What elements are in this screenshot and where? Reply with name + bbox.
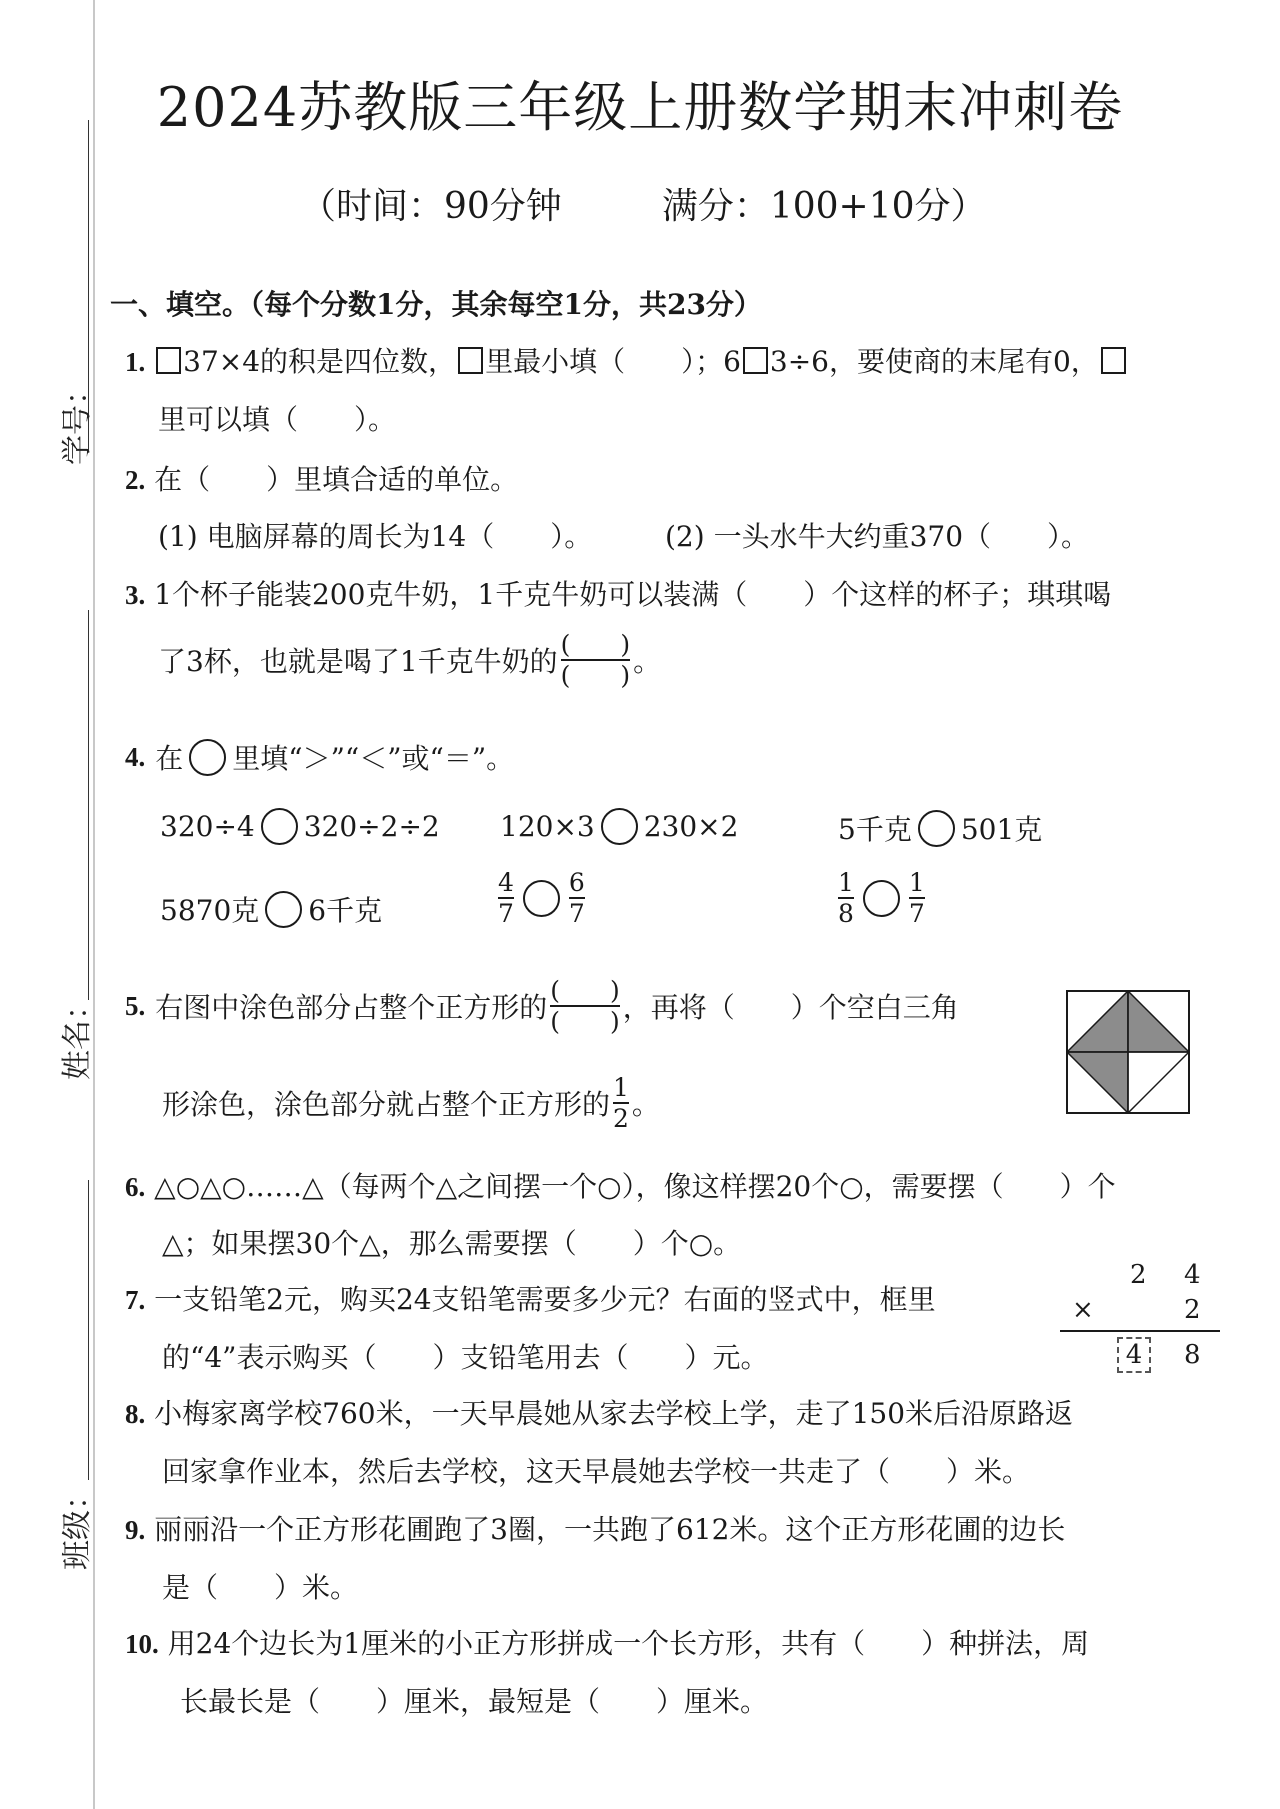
question-7 xyxy=(125,1278,936,1318)
q1-text-b: 里最小填（ ）；6 xyxy=(485,345,741,378)
fraction-denominator: ( ) xyxy=(560,661,631,690)
question-number: 1. xyxy=(125,347,146,377)
question-6 xyxy=(125,1165,1116,1205)
q3-fraction xyxy=(561,632,631,688)
blank-box xyxy=(458,347,483,374)
blank-box xyxy=(743,347,768,374)
q4-text: 在 xyxy=(155,742,184,775)
q2-part2: (2) 一头水牛大约重370（ ）。 xyxy=(665,520,1090,553)
question-1-line2: 里可以填（ ）。 xyxy=(158,403,397,436)
question-number: 10. xyxy=(125,1629,159,1659)
compare-right: 320÷2÷2 xyxy=(303,810,440,843)
vertical-multiplication xyxy=(1060,1260,1220,1370)
fraction-denominator: 8 xyxy=(838,899,854,928)
question-number: 5. xyxy=(125,990,146,1021)
section-heading-fill-blank: 一、填空。（每个分数1分，其余每空1分，共23分） xyxy=(110,288,762,321)
question-8 xyxy=(125,1392,1073,1432)
question-2 xyxy=(125,458,518,498)
question-number: 9. xyxy=(125,1515,146,1545)
q5-line2-text: 形涂色，涂色部分就占整个正方形的 xyxy=(162,1088,611,1121)
q7-line2: 的“4”表示购买（ ）支铅笔用去（ ）元。 xyxy=(162,1341,769,1374)
binding-label-xuehao: 学号： xyxy=(60,375,95,465)
fraction-numerator: ( ) xyxy=(560,630,631,659)
compare-circle xyxy=(265,891,302,928)
q4-compare-4 xyxy=(160,889,382,929)
q4-compare-2 xyxy=(500,808,738,845)
question-number: 3. xyxy=(125,580,146,610)
question-number: 6. xyxy=(125,1172,146,1202)
q9-line2: 是（ ）米。 xyxy=(162,1571,359,1604)
q3-line2 xyxy=(158,632,661,688)
question-number: 8. xyxy=(125,1399,146,1429)
compare-right: 6千克 xyxy=(308,894,383,927)
boxed-digit: 4 xyxy=(1117,1337,1151,1373)
compare-left: 320÷4 xyxy=(160,810,255,843)
exam-score: 满分：100+10分） xyxy=(661,186,987,227)
question-number: 2. xyxy=(125,465,146,495)
question-4 xyxy=(125,737,514,777)
q4-compare-6 xyxy=(835,870,928,926)
q1-text-a: 37×4的积是四位数， xyxy=(183,345,457,378)
q2-text: 在（ ）里填合适的单位。 xyxy=(154,463,519,496)
q9-line1: 丽丽沿一个正方形花圃跑了3圈，一共跑了612米。这个正方形花圃的边长 xyxy=(154,1513,1066,1546)
compare-left: 5千克 xyxy=(838,813,912,846)
compare-circle xyxy=(863,880,900,917)
binding-rule-banji xyxy=(88,1180,89,1480)
compare-circle xyxy=(601,808,638,845)
fraction-denominator: 7 xyxy=(498,899,514,928)
calc-digit: 8 xyxy=(1184,1340,1201,1370)
question-number: 7. xyxy=(125,1285,146,1315)
q5-end: 。 xyxy=(631,1088,660,1121)
exam-time: （时间：90分钟 xyxy=(300,186,562,227)
q10-line1: 用24个边长为1厘米的小正方形拼成一个长方形，共有（ ）种拼法，周 xyxy=(167,1627,1090,1660)
fraction xyxy=(838,870,854,926)
q4-compare-1 xyxy=(160,808,440,845)
fraction-denominator: ( ) xyxy=(550,1007,620,1036)
compare-circle xyxy=(523,880,560,917)
blank-box xyxy=(1101,347,1126,374)
calc-digit: 2 xyxy=(1184,1295,1201,1325)
blank-box xyxy=(156,347,181,374)
fraction-numerator: 1 xyxy=(613,1073,629,1102)
question-9 xyxy=(125,1508,1065,1548)
compare-circle xyxy=(918,810,955,847)
fraction-numerator: 4 xyxy=(498,868,514,897)
calc-rule xyxy=(1060,1330,1220,1332)
calc-digit: 2 xyxy=(1130,1260,1147,1290)
exam-subtitle xyxy=(300,178,987,229)
binding-label-xingming: 姓名： xyxy=(60,990,95,1080)
fraction-denominator: 7 xyxy=(908,899,925,928)
q5-fraction xyxy=(550,978,620,1034)
question-3 xyxy=(125,573,1111,613)
question-10 xyxy=(125,1622,1089,1662)
question-number: 4. xyxy=(125,741,146,772)
q5-line1a: 右图中涂色部分占整个正方形的 xyxy=(155,991,548,1024)
q3-line2-text: 了3杯，也就是喝了1千克牛奶的 xyxy=(158,645,558,678)
binding-rule-xingming xyxy=(88,610,89,1000)
q4-text2: 里填“＞”“＜”或“＝”。 xyxy=(232,742,515,775)
fraction-numerator: 6 xyxy=(568,868,585,897)
q6-line1: △○△○……△（每两个△之间摆一个○），像这样摆20个○，需要摆（ ）个 xyxy=(154,1170,1116,1203)
fraction-numerator: 1 xyxy=(908,868,925,897)
compare-circle xyxy=(261,808,298,845)
shaded-square-figure xyxy=(1066,990,1190,1114)
exam-title: 2024苏教版三年级上册数学期末冲刺卷 xyxy=(156,76,1124,139)
compare-right: 501克 xyxy=(960,813,1043,846)
q10-line2: 长最长是（ ）厘米，最短是（ ）厘米。 xyxy=(180,1685,769,1718)
calc-digit: 4 xyxy=(1184,1260,1201,1290)
calc-operator: × xyxy=(1072,1295,1094,1325)
q4-compare-3 xyxy=(838,808,1042,848)
fraction-numerator: ( ) xyxy=(550,976,620,1005)
fraction xyxy=(498,870,514,926)
fraction-denominator: 2 xyxy=(613,1104,629,1133)
q3-end: 。 xyxy=(633,645,662,678)
fraction-numerator: 1 xyxy=(838,868,854,897)
q8-line2: 回家拿作业本，然后去学校，这天早晨她去学校一共走了（ ）米。 xyxy=(162,1455,1031,1488)
q6-line2: △；如果摆30个△，那么需要摆（ ）个○。 xyxy=(162,1227,742,1260)
q2-part1: (1) 电脑屏幕的周长为14（ ）。 xyxy=(158,520,593,553)
q1-text-c: 3÷6，要使商的末尾有0， xyxy=(769,345,1099,378)
fraction xyxy=(569,870,585,926)
question-5 xyxy=(125,978,959,1034)
q8-line1: 小梅家离学校760米，一天早晨她从家去学校上学，走了150米后沿原路返 xyxy=(154,1397,1074,1430)
fraction xyxy=(909,870,925,926)
compare-circle xyxy=(189,739,226,776)
binding-label-banji: 班级： xyxy=(60,1480,95,1570)
fraction-denominator: 7 xyxy=(568,899,585,928)
question-1 xyxy=(125,340,1128,380)
compare-left: 5870克 xyxy=(160,894,260,927)
half-fraction xyxy=(613,1075,629,1131)
compare-left: 120×3 xyxy=(500,810,595,843)
q4-compare-5 xyxy=(495,870,588,926)
q7-line1: 一支铅笔2元，购买24支铅笔需要多少元？右面的竖式中，框里 xyxy=(154,1283,936,1316)
q5-line1b: ，再将（ ）个空白三角 xyxy=(622,991,959,1024)
q3-line1: 1个杯子能装200克牛奶，1千克牛奶可以装满（ ）个这样的杯子；琪琪喝 xyxy=(154,578,1112,611)
q5-line2 xyxy=(162,1075,660,1131)
compare-right: 230×2 xyxy=(643,810,739,843)
